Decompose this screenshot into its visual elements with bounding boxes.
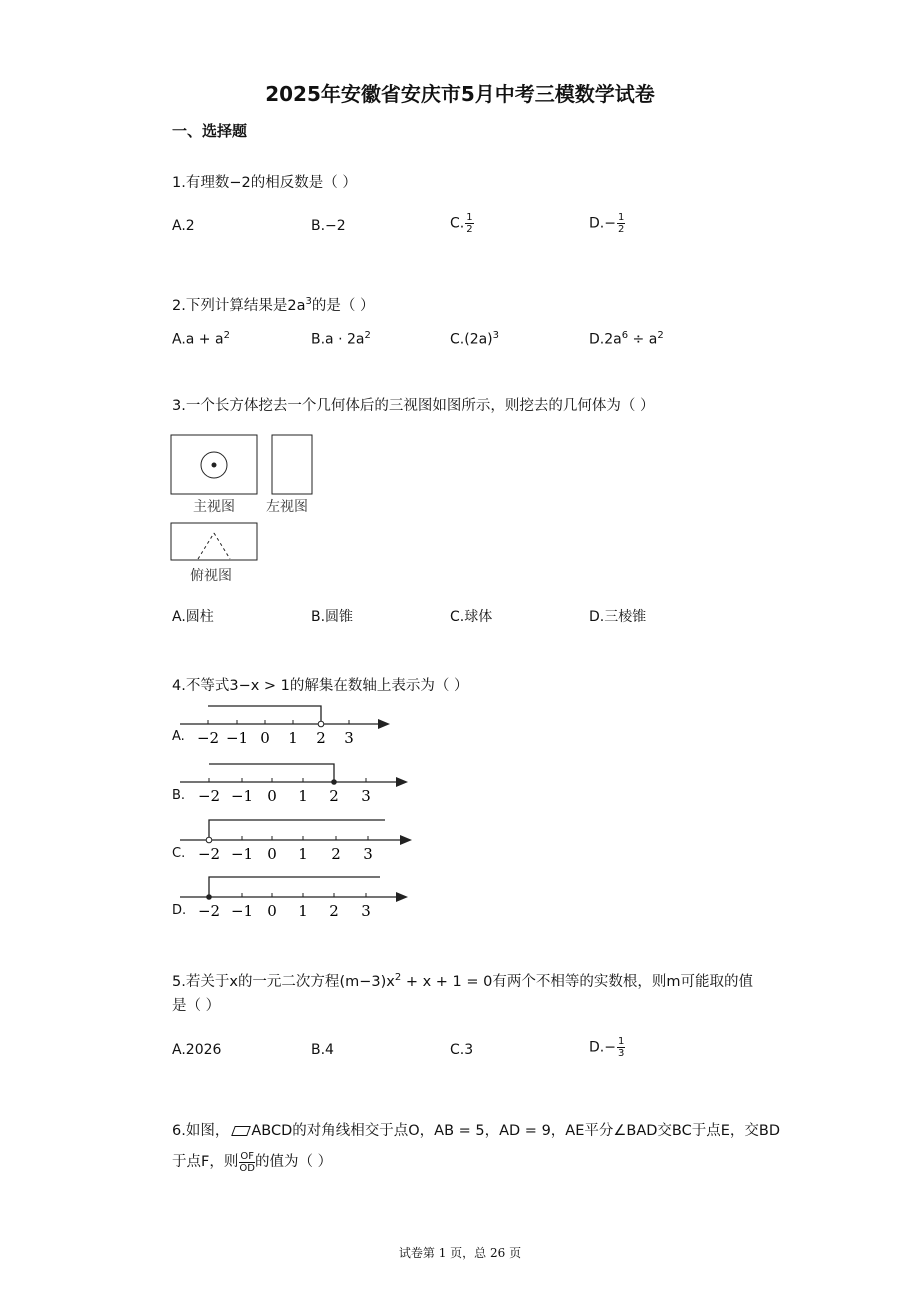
- tick: −2: [196, 729, 220, 747]
- tick: 0: [260, 729, 270, 747]
- section-heading: 一、选择题: [172, 122, 248, 140]
- tick: 3: [361, 787, 371, 805]
- q1-option-b[interactable]: B.−2: [311, 218, 346, 234]
- question-4-stem: 4.不等式3−x > 1的解集在数轴上表示为（ ）: [172, 678, 469, 694]
- q2-option-b[interactable]: $B.a \cdot 2a^2$: [311, 330, 371, 348]
- parallelogram-icon: [232, 1126, 252, 1136]
- q4-option-b-label[interactable]: B.: [172, 788, 186, 803]
- tick: −2: [197, 845, 221, 863]
- tick: 1: [298, 845, 308, 863]
- q4-option-c-label[interactable]: C.: [172, 846, 186, 861]
- tick: 2: [316, 729, 326, 747]
- page-footer: 试卷第 1 页，总 26 页: [398, 1246, 522, 1260]
- q4-numberline-c[interactable]: [180, 816, 420, 866]
- q4-numberline-d[interactable]: [180, 873, 420, 923]
- tick: 0: [267, 787, 277, 805]
- left-view-label: 左视图: [266, 499, 308, 515]
- tick: −2: [197, 902, 221, 920]
- tick: −1: [230, 845, 254, 863]
- question-5-stem-line2: 是（ ）: [172, 998, 221, 1014]
- page-title: 2025年安徽省安庆市5月中考三模数学试卷: [265, 82, 655, 106]
- q4-option-d-label[interactable]: D.: [172, 903, 187, 918]
- q5-option-d[interactable]: D.− $\frac{1}{3}$: [589, 1036, 625, 1059]
- tick: 0: [267, 845, 277, 863]
- left-view-rect: [272, 435, 312, 494]
- q4-option-a-label[interactable]: A.: [172, 729, 185, 744]
- tick: 2: [331, 845, 341, 863]
- tick: 2: [329, 787, 339, 805]
- tick: 2: [329, 902, 339, 920]
- top-view-label: 俯视图: [190, 568, 232, 584]
- top-view-rect: [171, 523, 257, 560]
- q5-option-c[interactable]: C.3: [450, 1042, 474, 1058]
- question-6-stem: 6.如图， ABCD的对角线相交于点O，AB = 5，AD = 9，AE平分∠BAD交BC于点E，交BD: [172, 1123, 780, 1139]
- q1-option-c[interactable]: C. $\frac{1}{2}$: [450, 212, 473, 235]
- tick: 0: [267, 902, 277, 920]
- tick: −1: [230, 902, 254, 920]
- tick: 1: [298, 902, 308, 920]
- q3-option-b[interactable]: B.圆锥: [311, 609, 354, 625]
- question-6-stem-line2: 于点F，则 $\frac{OF}{OD}$ 的值为（ ）: [172, 1150, 333, 1174]
- q2-option-a[interactable]: $A.a + a^2$: [172, 330, 230, 348]
- q3-option-d[interactable]: D.三棱锥: [589, 609, 647, 625]
- question-1-stem: 1.有理数−2的相反数是（ ）: [172, 175, 357, 191]
- top-view-dash-right: [214, 533, 230, 559]
- question-2-stem: 2.下列计算结果是$2a^3$的是（ ）: [172, 296, 375, 314]
- q4-numberline-a[interactable]: [180, 700, 410, 750]
- front-view-label: 主视图: [193, 499, 235, 515]
- top-view-dash-left: [198, 533, 214, 559]
- q4-numberline-b[interactable]: [180, 758, 410, 808]
- q1-option-a[interactable]: A.2: [172, 218, 195, 234]
- tick: −2: [197, 787, 221, 805]
- q3-option-c[interactable]: C.球体: [450, 609, 493, 625]
- question-3-stem: 3.一个长方体挖去一个几何体后的三视图如图所示，则挖去的几何体为（ ）: [172, 398, 655, 414]
- q5-option-a[interactable]: A.2026: [172, 1042, 222, 1058]
- q5-option-b[interactable]: B.4: [311, 1042, 334, 1058]
- tick: 3: [344, 729, 354, 747]
- tick: 1: [288, 729, 298, 747]
- question-5-stem: 5.若关于x的一元二次方程$(m-3)x^2 + x + 1 = 0$有两个不相等的实数根，则m可能取的值: [172, 972, 753, 990]
- front-view-dot: [212, 463, 217, 468]
- tick: 3: [361, 902, 371, 920]
- q3-option-a[interactable]: A.圆柱: [172, 609, 214, 625]
- tick: 3: [363, 845, 373, 863]
- q2-option-d[interactable]: $D.2a^6 \div a^2$: [589, 330, 664, 348]
- q2-option-c[interactable]: $C.(2a)^3$: [450, 330, 500, 348]
- tick: −1: [225, 729, 249, 747]
- tick: −1: [230, 787, 254, 805]
- tick: 1: [298, 787, 308, 805]
- q1-option-d[interactable]: D.− $\frac{1}{2}$: [589, 212, 625, 235]
